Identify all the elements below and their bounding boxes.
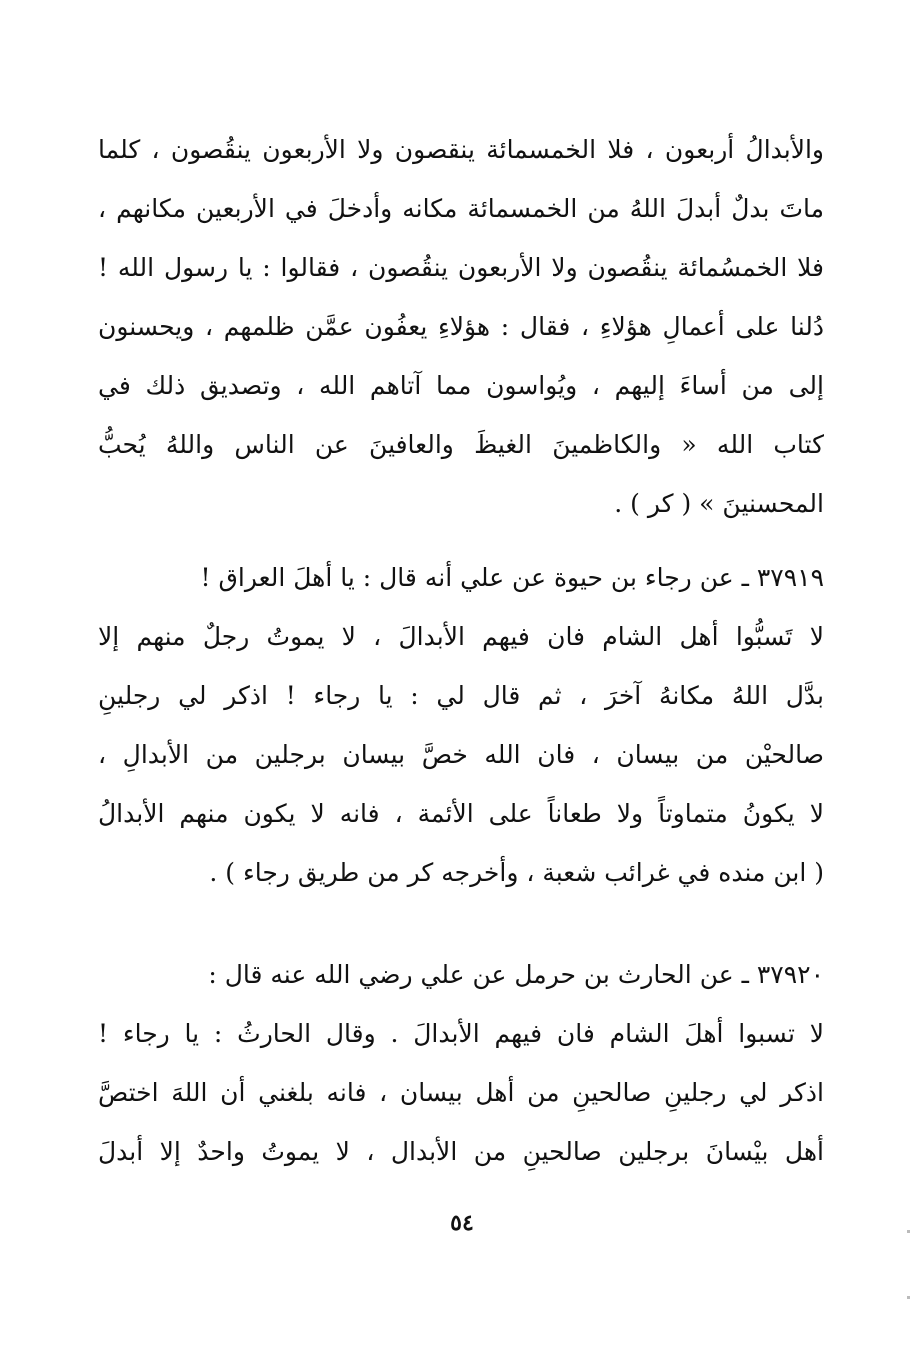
text-line: والأبدالُ أربعون ، فلا الخمسمائة ينقصون ولا الأربعون ينقُصون ، كلما (98, 135, 824, 164)
text-line: كتاب الله « والكاظمينَ الغيظَ والعافينَ عن الناس واللهُ يُحبُّ (98, 430, 824, 459)
text-line: فلا الخمسُمائة ينقُصون ولا الأربعون ينقُصون ، فقالوا : يا رسول الله ! (98, 253, 824, 282)
hadith-heading-line: ٣٧٩١٩ ـ عن رجاء بن حيوة عن علي أنه قال : يا أهلَ العراق ! (200, 563, 824, 592)
text-line: اذكر لي رجلينِ صالحينِ من أهل بيسان ، فانه بلغني أن اللهَ اختصَّ (98, 1078, 824, 1107)
hadith-heading-line: ٣٧٩٢٠ ـ عن الحارث بن حرمل عن علي رضي الله عنه قال : (208, 960, 824, 989)
paragraph-abdal-virtues (98, 120, 824, 533)
text-line: لا يكونُ متماوتاً ولا طعاناً على الأئمة ، فانه لا يكون منهم الأبدالُ (98, 799, 824, 828)
scan-speck (907, 1296, 910, 1299)
text-line: لا تسبوا أهلَ الشام فان فيهم الأبدالَ . وقال الحارثُ : يا رجاء ! (98, 1019, 824, 1048)
text-line: دُلنا على أعمالِ هؤلاءِ ، فقال : هؤلاءِ يعفُون عمَّن ظلمهم ، ويحسنون (98, 312, 824, 341)
text-line: إلى من أساءَ إليهم ، ويُواسون مما آتاهم الله ، وتصديق ذلك في (98, 371, 824, 400)
text-line: بدَّل اللهُ مكانهُ آخرَ ، ثم قال لي : يا رجاء ! اذكر لي رجلينِ (98, 681, 824, 710)
text-line: ماتَ بدلٌ أبدلَ اللهُ من الخمسمائة مكانه وأدخلَ في الأربعين مكانهم ، (98, 194, 824, 223)
text-line: صالحيْن من بيسان ، فان الله خصَّ بيسان برجلين من الأبدالِ ، (98, 740, 824, 769)
hadith-37920 (98, 945, 824, 1181)
scan-speck (907, 1230, 910, 1233)
hadith-37919 (98, 548, 824, 902)
text-line: لا تَسبُّوا أهل الشام فان فيهم الأبدالَ ، لا يموتُ رجلٌ منهم إلا (98, 622, 824, 651)
text-line: المحسنينَ » ( كر ) . (614, 489, 824, 518)
page-number: ٥٤ (450, 1210, 474, 1236)
text-line: أهل بيْسانَ برجلين صالحينِ من الأبدال ، لا يموتُ واحدٌ إلا أبدلَ (98, 1137, 824, 1166)
source-citation-line: ( ابن منده في غرائب شعبة ، وأخرجه كر من طريق رجاء ) . (209, 858, 824, 887)
